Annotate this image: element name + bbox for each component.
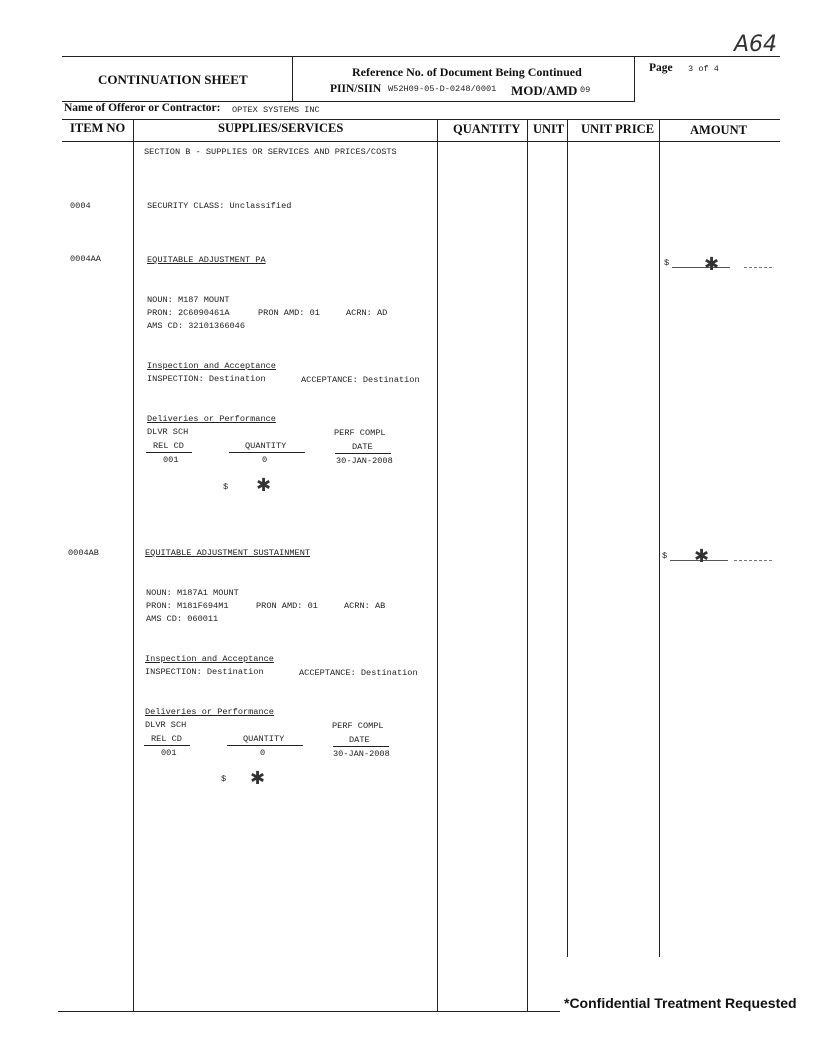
rel-cd-rule-0004ab: [144, 745, 190, 746]
acrn-0004ab: ACRN: AB: [344, 601, 386, 611]
offeror-value: OPTEX SYSTEMS INC: [232, 105, 320, 115]
piin-value: W52H09-05-D-0248/0001: [388, 84, 497, 94]
dlvr-sch-0004ab: DLVR SCH: [145, 720, 187, 730]
inspection-title-0004ab: Inspection and Acceptance: [145, 654, 274, 664]
ams-0004ab: AMS CD: 060011: [146, 614, 219, 624]
acrn-0004aa: ACRN: AD: [346, 308, 388, 318]
pron-amd-0004aa: PRON AMD: 01: [258, 308, 320, 318]
redaction-mark-icon: ✱: [256, 475, 272, 496]
perf-compl-0004aa: PERF COMPL: [334, 428, 386, 438]
date-rule-0004ab: [333, 746, 389, 747]
item-title-0004ab: EQUITABLE ADJUSTMENT SUSTAINMENT: [145, 548, 311, 558]
dollar-sign-0004aa: $: [223, 482, 229, 492]
mod-amd-label: MOD/AMD: [511, 83, 578, 98]
dlvr-sch-0004aa: DLVR SCH: [147, 427, 189, 437]
rel-cd-rule-0004aa: [146, 452, 192, 453]
form-title: CONTINUATION SHEET: [98, 72, 248, 87]
offeror-label: Name of Offeror or Contractor:: [64, 102, 221, 114]
col-divider-unit: [567, 119, 568, 957]
delivery-rel-0004ab: 001: [161, 748, 177, 758]
perf-compl-0004ab: PERF COMPL: [332, 721, 384, 731]
ams-0004aa: AMS CD: 32101366046: [147, 321, 245, 331]
delivery-rel-0004aa: 001: [163, 455, 179, 465]
rel-cd-header-0004ab: REL CD: [151, 734, 182, 744]
header-bottom-rule-right: [292, 101, 634, 102]
piin-label: PIIN/SIIN: [330, 83, 382, 95]
item-no-0004ab: 0004AB: [68, 548, 99, 558]
rel-cd-header-0004aa: REL CD: [153, 441, 184, 451]
item-title-0004aa: EQUITABLE ADJUSTMENT PA: [147, 255, 266, 265]
quantity-rule-0004ab: [227, 745, 303, 746]
col-divider-quantity: [527, 119, 528, 1011]
quantity-header-0004ab: QUANTITY: [243, 734, 285, 744]
delivery-qty-0004aa: 0: [262, 455, 268, 465]
redaction-mark-icon: ✱: [704, 254, 720, 275]
deliveries-title-0004ab: Deliveries or Performance: [145, 707, 274, 717]
column-supplies-services: SUPPLIES/SERVICES: [218, 121, 344, 135]
inspection-title-0004aa: Inspection and Acceptance: [147, 361, 276, 371]
pron-amd-0004ab: PRON AMD: 01: [256, 601, 318, 611]
inspection-0004ab: INSPECTION: Destination: [145, 667, 264, 677]
amount-line-tail-0004ab: [734, 560, 772, 561]
date-header-0004ab: DATE: [349, 735, 370, 745]
delivery-date-0004ab: 30-JAN-2008: [333, 749, 390, 759]
confidential-footer: *Confidential Treatment Requested: [564, 995, 797, 1011]
column-unit-price: UNIT PRICE: [581, 122, 655, 136]
security-class: SECURITY CLASS: Unclassified: [147, 201, 292, 211]
acceptance-0004aa: ACCEPTANCE: Destination: [301, 375, 420, 385]
column-item-no: ITEM NO: [70, 121, 126, 135]
header-divider-1: [292, 56, 293, 102]
col-divider-item: [133, 119, 134, 1011]
mod-amd-value: 09: [580, 85, 591, 95]
column-quantity: QUANTITY: [453, 122, 521, 136]
item-no-0004aa: 0004AA: [70, 254, 101, 264]
table-header-bottom-rule: [62, 141, 780, 142]
section-title: SECTION B - SUPPLIES OR SERVICES AND PRICES/COSTS: [144, 147, 397, 157]
header-divider-2: [634, 56, 635, 102]
deliveries-title-0004aa: Deliveries or Performance: [147, 414, 276, 424]
date-rule-0004aa: [335, 453, 391, 454]
quantity-header-0004aa: QUANTITY: [245, 441, 287, 451]
date-header-0004aa: DATE: [352, 442, 373, 452]
column-unit: UNIT: [533, 122, 565, 136]
column-amount: AMOUNT: [690, 123, 747, 137]
delivery-qty-0004ab: 0: [260, 748, 266, 758]
handwritten-page-mark: A64: [734, 32, 778, 57]
table-header-top-rule: [62, 119, 780, 120]
redaction-mark-icon: ✱: [694, 546, 710, 567]
noun-0004aa: NOUN: M187 MOUNT: [147, 295, 230, 305]
header-top-rule: [62, 56, 780, 57]
col-divider-supplies: [437, 119, 438, 1011]
dollar-sign-0004ab: $: [221, 774, 227, 784]
redaction-mark-icon: ✱: [250, 768, 266, 789]
quantity-rule-0004aa: [229, 452, 305, 453]
page-bottom-rule: [58, 1011, 560, 1012]
page-number: 3 of 4: [688, 64, 719, 74]
delivery-date-0004aa: 30-JAN-2008: [336, 456, 393, 466]
item-no-0004: 0004: [70, 201, 91, 211]
amount-line-tail-0004aa: [744, 267, 772, 268]
amount-prefix-0004aa: $: [664, 258, 670, 268]
amount-line-0004aa: [672, 267, 730, 268]
col-divider-price: [659, 119, 660, 957]
pron-0004ab: PRON: M181F694M1: [146, 601, 229, 611]
page-label: Page: [649, 62, 673, 74]
reference-label: Reference No. of Document Being Continued: [352, 65, 582, 79]
inspection-0004aa: INSPECTION: Destination: [147, 374, 266, 384]
noun-0004ab: NOUN: M187A1 MOUNT: [146, 588, 239, 598]
acceptance-0004ab: ACCEPTANCE: Destination: [299, 668, 418, 678]
amount-prefix-0004ab: $: [662, 551, 668, 561]
pron-0004aa: PRON: 2C6090461A: [147, 308, 230, 318]
